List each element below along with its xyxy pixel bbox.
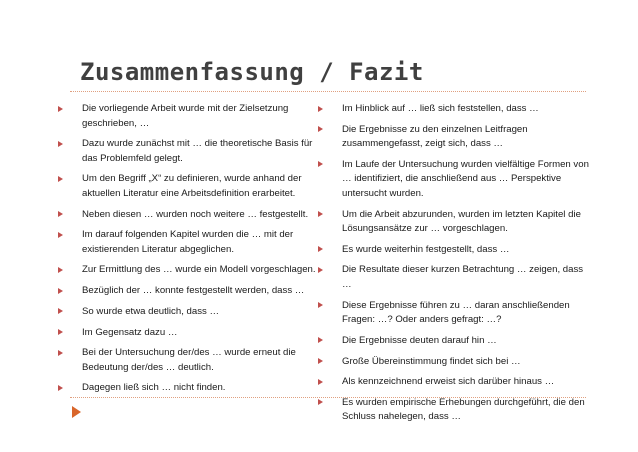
bullet-text: Neben diesen … wurden noch weitere … festgestellt. <box>82 208 309 220</box>
bullet-text: Als kennzeichnend erweist sich darüber hinaus … <box>342 376 555 388</box>
bullet-arrow-icon <box>318 211 323 217</box>
bullet-text: Um die Arbeit abzurunden, wurden im letzten Kapitel die Lösungsansätze zur … vorgeschlagen. <box>342 208 581 235</box>
bullet-item <box>58 305 320 320</box>
bullet-item <box>58 263 320 278</box>
bullet-text: Im Laufe der Untersuchung wurden vielfältige Formen von … identifiziert, die anschließend aus … Perspektive untersucht wurden. <box>342 158 589 199</box>
bullet-arrow-icon <box>318 358 323 364</box>
bullet-item <box>318 355 590 370</box>
bullet-arrow-icon <box>318 246 323 252</box>
bullet-item <box>318 243 590 258</box>
bullet-arrow-icon <box>318 126 323 132</box>
bullet-arrow-icon <box>318 106 323 112</box>
bullet-text: Dazu wurde zunächst mit … die theoretische Basis für das Problemfeld gelegt. <box>82 138 313 164</box>
bullet-text: So wurde etwa deutlich, dass … <box>82 305 220 317</box>
bullet-item <box>318 299 590 328</box>
bullet-arrow-icon <box>58 308 63 314</box>
bullet-arrow-icon <box>318 302 323 308</box>
bullet-text: Im darauf folgenden Kapitel wurden die … mit der existierenden Literatur abgeglichen. <box>82 229 294 255</box>
footer-divider <box>70 397 586 398</box>
bullet-text: Die Resultate dieser kurzen Betrachtung … zeigen, dass … <box>342 264 584 290</box>
bullet-text: Die vorliegende Arbeit wurde mit der Zielsetzung geschrieben, … <box>82 103 289 129</box>
bullet-item <box>318 158 590 202</box>
bullet-text: Im Hinblick auf … ließ sich feststellen, dass … <box>342 103 539 114</box>
bullet-text: Die Ergebnisse zu den einzelnen Leitfragen zusammengefasst, zeigt sich, dass … <box>342 123 528 150</box>
bullet-item <box>318 208 590 237</box>
bullet-arrow-icon <box>58 288 63 294</box>
bullet-item <box>318 263 590 292</box>
bullet-arrow-icon <box>58 385 63 391</box>
bullet-text: Es wurden empirische Erhebungen durchgeführt, die den Schluss nahelegen, dass … <box>342 396 585 423</box>
bullet-arrow-icon <box>58 211 63 217</box>
slide-title: Zusammenfassung / Fazit <box>80 58 424 86</box>
bullet-arrow-icon <box>58 141 63 147</box>
bullet-item <box>318 334 590 349</box>
bullet-text: Dagegen ließ sich … nicht finden. <box>82 382 226 394</box>
bullet-arrow-icon <box>318 267 323 273</box>
play-arrow-icon <box>72 406 81 418</box>
bullet-item <box>58 326 320 341</box>
bullet-item <box>318 102 590 117</box>
bullet-text: Die Ergebnisse deuten darauf hin … <box>342 334 497 346</box>
title-divider <box>70 91 586 92</box>
bullet-item <box>318 375 590 390</box>
bullet-arrow-icon <box>58 267 63 273</box>
bullet-text: Bezüglich der … konnte festgestellt werden, dass … <box>82 285 305 297</box>
bullet-text: Große Übereinstimmung findet sich bei … <box>342 355 521 367</box>
bullet-arrow-icon <box>318 161 323 167</box>
bullet-item <box>58 346 320 375</box>
bullet-arrow-icon <box>58 176 63 182</box>
bullet-item <box>58 137 320 166</box>
bullet-arrow-icon <box>318 399 323 405</box>
bullet-item <box>58 228 320 257</box>
bullet-item <box>58 284 320 299</box>
bullet-arrow-icon <box>58 329 63 335</box>
bullet-arrow-icon <box>318 337 323 343</box>
bullet-arrow-icon <box>318 379 323 385</box>
bullet-arrow-icon <box>58 106 63 112</box>
bullet-item <box>58 381 320 396</box>
bullet-item <box>318 396 590 425</box>
bullet-text: Um den Begriff „X“ zu definieren, wurde anhand der aktuellen Literatur eine Arbeitsdefinition erarbeitet. <box>82 173 302 199</box>
bullet-arrow-icon <box>58 232 63 238</box>
bullet-item <box>318 123 590 152</box>
bullet-text: Diese Ergebnisse führen zu … daran anschließenden Fragen: …? Oder anders gefragt: …? <box>342 299 570 326</box>
right-bullet-list <box>318 102 590 431</box>
bullet-item <box>58 172 320 201</box>
bullet-item <box>58 208 320 223</box>
left-bullet-list <box>58 102 320 402</box>
bullet-text: Zur Ermittlung des … wurde ein Modell vorgeschlagen. <box>82 264 316 276</box>
bullet-item <box>58 102 320 131</box>
bullet-text: Es wurde weiterhin festgestellt, dass … <box>342 243 510 255</box>
bullet-text: Im Gegensatz dazu … <box>82 326 178 338</box>
bullet-arrow-icon <box>58 350 63 356</box>
bullet-text: Bei der Untersuchung der/des … wurde erneut die Bedeutung der/des … deutlich. <box>82 347 296 373</box>
